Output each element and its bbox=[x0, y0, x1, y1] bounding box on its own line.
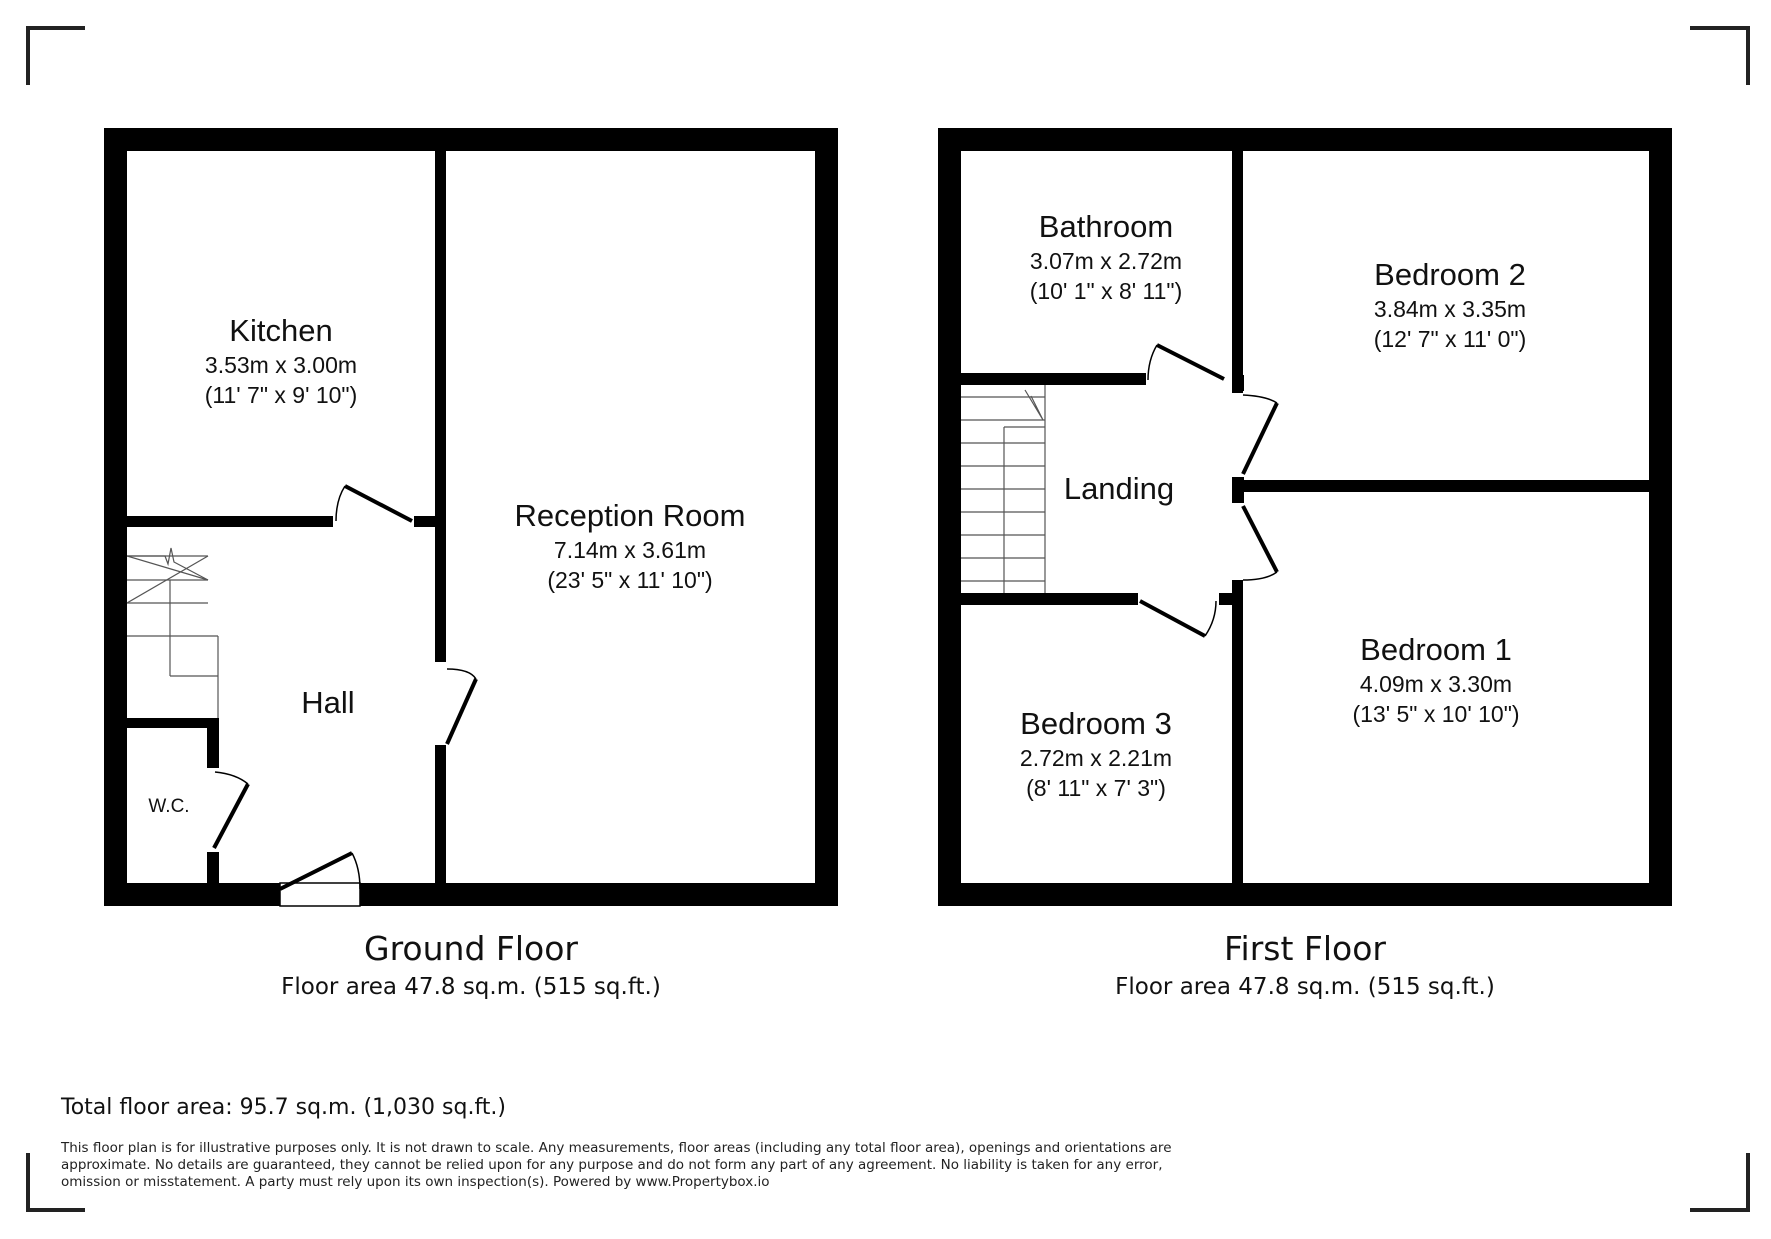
disclaimer-line: approximate. No details are guaranteed, they cannot be relied upon for any purpose and do not form any part of any agreement. No liability is taken for any error, bbox=[61, 1157, 1163, 1173]
room-wc: W.C. bbox=[148, 796, 190, 817]
room-name: Bathroom bbox=[1038, 209, 1174, 244]
room-name: Kitchen bbox=[229, 313, 333, 348]
room-imperial: (10' 1" x 8' 11") bbox=[1029, 278, 1183, 304]
room-metric: 3.07m x 2.72m bbox=[1029, 248, 1183, 274]
room-name: Bedroom 1 bbox=[1360, 632, 1512, 667]
total-floor-area: Total floor area: 95.7 sq.m. (1,030 sq.ft.) bbox=[61, 1095, 507, 1120]
room-name: Bedroom 2 bbox=[1374, 257, 1526, 292]
room-imperial: (8' 11" x 7' 3") bbox=[1026, 775, 1166, 801]
room-imperial: (11' 7" x 9' 10") bbox=[204, 382, 358, 408]
room-hall: Hall bbox=[301, 685, 355, 720]
room-name: Reception Room bbox=[514, 498, 746, 533]
room-imperial: (12' 7" x 11' 0") bbox=[1373, 326, 1527, 352]
room-name: Bedroom 3 bbox=[1020, 706, 1172, 741]
floor-title: Ground Floor bbox=[364, 929, 578, 968]
room-metric: 3.84m x 3.35m bbox=[1373, 296, 1527, 322]
disclaimer-line: This floor plan is for illustrative purposes only. It is not drawn to scale. Any measurements, floor areas (including any total floor area), openings and orientations are bbox=[61, 1140, 1172, 1156]
floor-title: First Floor bbox=[1223, 929, 1387, 968]
room-bedroom-1 bbox=[1336, 631, 1536, 729]
room-imperial: (13' 5" x 10' 10") bbox=[1352, 701, 1520, 727]
disclaimer-line: omission or misstatement. A party must rely upon its own inspection(s). Powered by www.Propertybox.io bbox=[61, 1174, 770, 1190]
room-bedroom-3 bbox=[996, 705, 1196, 803]
room-metric: 3.53m x 3.00m bbox=[204, 352, 358, 378]
ground-floor-caption bbox=[221, 927, 721, 1003]
disclaimer bbox=[61, 1140, 1401, 1191]
room-metric: 4.09m x 3.30m bbox=[1359, 671, 1513, 697]
room-landing: Landing bbox=[1063, 471, 1175, 506]
room-bathroom bbox=[1006, 208, 1206, 306]
floor-area: Floor area 47.8 sq.m. (515 sq.ft.) bbox=[281, 974, 661, 1000]
room-metric: 2.72m x 2.21m bbox=[1019, 745, 1173, 771]
room-reception bbox=[480, 497, 780, 595]
room-kitchen bbox=[181, 312, 381, 410]
first-floor-caption bbox=[1055, 927, 1555, 1003]
room-metric: 7.14m x 3.61m bbox=[553, 537, 707, 563]
room-imperial: (23' 5" x 11' 10") bbox=[547, 567, 713, 593]
room-bedroom-2 bbox=[1350, 256, 1550, 354]
floor-area: Floor area 47.8 sq.m. (515 sq.ft.) bbox=[1115, 974, 1495, 1000]
